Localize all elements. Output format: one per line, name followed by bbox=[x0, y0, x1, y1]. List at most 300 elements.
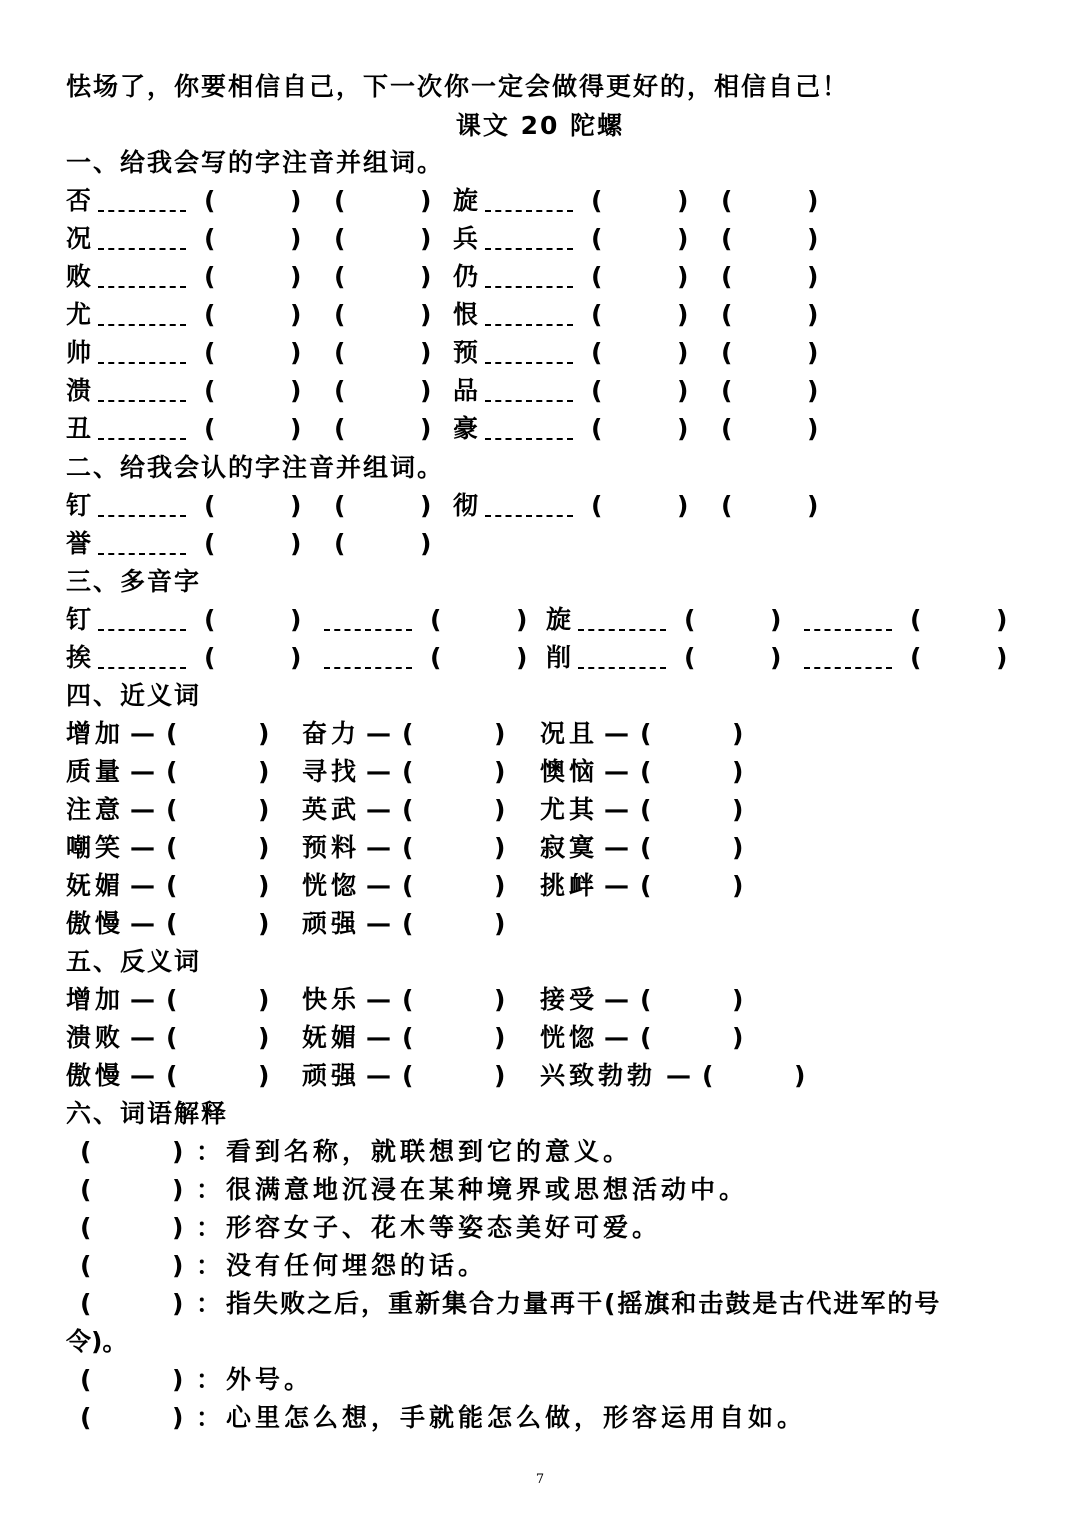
s4-answer-3-0-open: ( bbox=[166, 833, 178, 862]
s1-right-word1-4-blank[interactable] bbox=[605, 338, 677, 368]
s5-answer-2-0-close: ) bbox=[258, 1061, 270, 1090]
s4-word-3-0: 嘲笑 bbox=[66, 833, 125, 862]
s4-answer-0-2-close: ) bbox=[732, 719, 744, 748]
s5-word-2-1: 顽强 bbox=[302, 1061, 361, 1090]
s4-word-0-1: 奋力 bbox=[302, 719, 361, 748]
s4-answer-3-2-blank[interactable] bbox=[654, 833, 732, 863]
s4-dash-0-2: — bbox=[604, 719, 629, 748]
s3-left-word-b-1-close: ) bbox=[516, 643, 528, 672]
s4-answer-4-2-blank[interactable] bbox=[654, 871, 732, 901]
s5-answer-1-1-open: ( bbox=[402, 1023, 414, 1052]
s1-left-word1-4-open: ( bbox=[204, 338, 216, 367]
s1-right-word1-6-open: ( bbox=[591, 414, 603, 443]
s5-answer-1-1-close: ) bbox=[494, 1023, 506, 1052]
s4-word-0-0: 增加 bbox=[66, 719, 125, 748]
s1-left-word2-1-blank[interactable] bbox=[348, 224, 420, 254]
s4-answer-4-2-close: ) bbox=[732, 871, 744, 900]
s1-left-word2-2-open: ( bbox=[334, 262, 346, 291]
s1-left-pinyin-blank-1[interactable] bbox=[98, 248, 186, 250]
s3-right-pinyin-blank-b-0[interactable] bbox=[804, 629, 892, 631]
s1-left-word2-1-close: ) bbox=[420, 224, 432, 253]
s4-answer-0-0-open: ( bbox=[166, 719, 178, 748]
s1-right-word2-4-close: ) bbox=[807, 338, 819, 367]
s4-answer-1-0-open: ( bbox=[166, 757, 178, 786]
s4-answer-3-0-close: ) bbox=[258, 833, 270, 862]
s6-definition-continuation: 令)。 bbox=[66, 1327, 128, 1356]
s4-answer-5-0-close: ) bbox=[258, 909, 270, 938]
s6-definition-4: 指失败之后，重新集合力量再干(摇旗和击鼓是古代进军的号 bbox=[226, 1289, 942, 1318]
s1-left-word2-6-open: ( bbox=[334, 414, 346, 443]
s2-left-pinyin-blank-1[interactable] bbox=[98, 553, 186, 555]
s4-word-3-1: 预料 bbox=[302, 833, 361, 862]
s1-right-char-5: 品 bbox=[453, 376, 479, 405]
s1-right-word2-6-blank[interactable] bbox=[735, 414, 807, 444]
s1-left-word1-3-open: ( bbox=[204, 300, 216, 329]
s3-left-word-a-0-open: ( bbox=[204, 605, 216, 634]
s1-left-word1-0-close: ) bbox=[290, 186, 302, 215]
s4-word-2-0: 注意 bbox=[66, 795, 125, 824]
s4-word-4-1: 恍惚 bbox=[302, 871, 361, 900]
s3-right-word-a-1-blank[interactable] bbox=[698, 643, 770, 673]
s1-right-word1-0-blank[interactable] bbox=[605, 186, 677, 216]
s1-right-word2-4-open: ( bbox=[721, 338, 733, 367]
s2-left-word2-0-open: ( bbox=[334, 491, 346, 520]
s1-left-word2-6-blank[interactable] bbox=[348, 414, 420, 444]
s5-answer-1-0-blank[interactable] bbox=[180, 1023, 258, 1053]
s4-answer-4-1-blank[interactable] bbox=[416, 871, 494, 901]
s1-left-pinyin-blank-0[interactable] bbox=[98, 210, 186, 212]
s4-answer-2-2-blank[interactable] bbox=[654, 795, 732, 825]
s5-word-1-0: 溃败 bbox=[66, 1023, 125, 1052]
s5-word-1-1: 妩媚 bbox=[302, 1023, 361, 1052]
s1-left-word2-5-blank[interactable] bbox=[348, 376, 420, 406]
s6-term-3-blank[interactable] bbox=[94, 1251, 172, 1281]
s4-answer-1-2-open: ( bbox=[640, 757, 652, 786]
s4-dash-2-0: — bbox=[130, 795, 155, 824]
s6-term-3-close: ) bbox=[172, 1251, 184, 1280]
s4-dash-2-1: — bbox=[366, 795, 391, 824]
s6-definition-2: 形容女子、花木等姿态美好可爱。 bbox=[226, 1213, 662, 1242]
s1-left-word2-6-close: ) bbox=[420, 414, 432, 443]
s3-left-pinyin-blank-b-1[interactable] bbox=[324, 667, 412, 669]
s3-right-word-b-1-close: ) bbox=[996, 643, 1008, 672]
lesson-title: 课文 20 陀螺 bbox=[455, 111, 625, 140]
s4-answer-0-1-blank[interactable] bbox=[416, 719, 494, 749]
s4-answer-5-1-close: ) bbox=[494, 909, 506, 938]
s6-colon-2: ： bbox=[196, 1213, 222, 1242]
s1-left-pinyin-blank-2[interactable] bbox=[98, 286, 186, 288]
s1-left-word1-1-close: ) bbox=[290, 224, 302, 253]
s1-left-word2-4-blank[interactable] bbox=[348, 338, 420, 368]
s5-answer-2-0-blank[interactable] bbox=[180, 1061, 258, 1091]
s5-answer-2-2-blank[interactable] bbox=[716, 1061, 794, 1091]
s1-right-word2-3-blank[interactable] bbox=[735, 300, 807, 330]
s4-answer-5-1-open: ( bbox=[402, 909, 414, 938]
s1-right-word2-2-open: ( bbox=[721, 262, 733, 291]
s1-right-char-0: 旋 bbox=[453, 186, 479, 215]
s1-left-word2-0-open: ( bbox=[334, 186, 346, 215]
s2-right-word1-0-blank[interactable] bbox=[605, 491, 677, 521]
s4-answer-4-0-open: ( bbox=[166, 871, 178, 900]
s4-dash-1-2: — bbox=[604, 757, 629, 786]
s5-answer-2-1-blank[interactable] bbox=[416, 1061, 494, 1091]
s1-right-word1-2-open: ( bbox=[591, 262, 603, 291]
s1-left-pinyin-blank-3[interactable] bbox=[98, 324, 186, 326]
s5-answer-2-2-open: ( bbox=[702, 1061, 714, 1090]
s1-right-pinyin-blank-1[interactable] bbox=[485, 248, 573, 250]
s4-answer-4-1-close: ) bbox=[494, 871, 506, 900]
s3-right-pinyin-blank-a-0[interactable] bbox=[578, 629, 666, 631]
s4-answer-3-1-blank[interactable] bbox=[416, 833, 494, 863]
s3-right-word-b-0-open: ( bbox=[910, 605, 922, 634]
s4-answer-3-2-close: ) bbox=[732, 833, 744, 862]
s4-dash-0-0: — bbox=[130, 719, 155, 748]
s1-left-word1-4-blank[interactable] bbox=[218, 338, 290, 368]
s1-left-word2-0-close: ) bbox=[420, 186, 432, 215]
s5-dash-2-0: — bbox=[130, 1061, 155, 1090]
s6-term-2-blank[interactable] bbox=[94, 1213, 172, 1243]
s4-dash-0-1: — bbox=[366, 719, 391, 748]
s4-word-1-0: 质量 bbox=[66, 757, 125, 786]
s1-left-word1-2-blank[interactable] bbox=[218, 262, 290, 292]
s1-right-word1-1-blank[interactable] bbox=[605, 224, 677, 254]
s1-right-char-2: 仍 bbox=[453, 262, 479, 291]
s1-right-word2-1-blank[interactable] bbox=[735, 224, 807, 254]
s1-right-word1-0-open: ( bbox=[591, 186, 603, 215]
s5-answer-0-0-open: ( bbox=[166, 985, 178, 1014]
s1-left-char-1: 况 bbox=[66, 224, 92, 253]
s6-colon-4: ： bbox=[196, 1289, 222, 1318]
s1-right-pinyin-blank-6[interactable] bbox=[485, 438, 573, 440]
s4-word-3-2: 寂寞 bbox=[540, 833, 599, 862]
s5-answer-1-2-open: ( bbox=[640, 1023, 652, 1052]
s5-answer-2-1-open: ( bbox=[402, 1061, 414, 1090]
s1-right-word2-1-open: ( bbox=[721, 224, 733, 253]
s4-answer-0-2-open: ( bbox=[640, 719, 652, 748]
s1-left-pinyin-blank-4[interactable] bbox=[98, 362, 186, 364]
s3-right-pinyin-blank-a-1[interactable] bbox=[578, 667, 666, 669]
s1-left-word1-3-blank[interactable] bbox=[218, 300, 290, 330]
s1-left-word1-6-blank[interactable] bbox=[218, 414, 290, 444]
s4-dash-3-0: — bbox=[130, 833, 155, 862]
s3-right-word-a-1-close: ) bbox=[770, 643, 782, 672]
s2-left-word2-1-blank[interactable] bbox=[348, 529, 420, 559]
s4-dash-3-2: — bbox=[604, 833, 629, 862]
s4-word-4-0: 妩媚 bbox=[66, 871, 125, 900]
s2-left-pinyin-blank-0[interactable] bbox=[98, 515, 186, 517]
s5-answer-2-1-close: ) bbox=[494, 1061, 506, 1090]
s5-answer-0-0-blank[interactable] bbox=[180, 985, 258, 1015]
s4-answer-2-0-open: ( bbox=[166, 795, 178, 824]
s1-left-word1-6-open: ( bbox=[204, 414, 216, 443]
s1-right-word2-5-blank[interactable] bbox=[735, 376, 807, 406]
s6-term-4-blank[interactable] bbox=[94, 1289, 172, 1319]
s1-right-word2-5-open: ( bbox=[721, 376, 733, 405]
s4-answer-1-1-open: ( bbox=[402, 757, 414, 786]
s2-right-word2-0-blank[interactable] bbox=[735, 491, 807, 521]
s4-dash-5-1: — bbox=[366, 909, 391, 938]
s3-right-pinyin-blank-b-1[interactable] bbox=[804, 667, 892, 669]
s1-right-word1-6-blank[interactable] bbox=[605, 414, 677, 444]
s1-right-word2-6-close: ) bbox=[807, 414, 819, 443]
s1-right-word2-0-open: ( bbox=[721, 186, 733, 215]
s1-right-word2-3-close: ) bbox=[807, 300, 819, 329]
s3-left-pinyin-blank-b-0[interactable] bbox=[324, 629, 412, 631]
s1-left-word1-1-open: ( bbox=[204, 224, 216, 253]
s2-right-word2-0-close: ) bbox=[807, 491, 819, 520]
s1-right-pinyin-blank-4[interactable] bbox=[485, 362, 573, 364]
s6-term-2-close: ) bbox=[172, 1213, 184, 1242]
s1-left-word1-5-blank[interactable] bbox=[218, 376, 290, 406]
s4-word-0-2: 况且 bbox=[540, 719, 599, 748]
s6-term-6-close: ) bbox=[172, 1403, 184, 1432]
s1-left-word2-2-blank[interactable] bbox=[348, 262, 420, 292]
s4-answer-5-0-open: ( bbox=[166, 909, 178, 938]
s5-answer-1-2-blank[interactable] bbox=[654, 1023, 732, 1053]
s3-right-word-b-1-blank[interactable] bbox=[924, 643, 996, 673]
s1-left-word1-5-open: ( bbox=[204, 376, 216, 405]
s2-right-word2-0-open: ( bbox=[721, 491, 733, 520]
s4-word-1-1: 寻找 bbox=[302, 757, 361, 786]
s4-answer-4-0-blank[interactable] bbox=[180, 871, 258, 901]
s1-left-word1-2-open: ( bbox=[204, 262, 216, 291]
s5-dash-1-1: — bbox=[366, 1023, 391, 1052]
s2-left-word1-0-open: ( bbox=[204, 491, 216, 520]
s4-word-5-0: 傲慢 bbox=[66, 909, 125, 938]
s4-answer-0-2-blank[interactable] bbox=[654, 719, 732, 749]
s1-right-pinyin-blank-2[interactable] bbox=[485, 286, 573, 288]
s1-right-pinyin-blank-3[interactable] bbox=[485, 324, 573, 326]
s3-right-word-a-0-blank[interactable] bbox=[698, 605, 770, 635]
s1-right-word1-5-close: ) bbox=[677, 376, 689, 405]
s1-right-word1-3-open: ( bbox=[591, 300, 603, 329]
s2-left-word2-1-open: ( bbox=[334, 529, 346, 558]
s1-left-word2-2-close: ) bbox=[420, 262, 432, 291]
s3-left-word-b-1-blank[interactable] bbox=[444, 643, 516, 673]
s1-right-word2-2-blank[interactable] bbox=[735, 262, 807, 292]
s2-left-word1-0-blank[interactable] bbox=[218, 491, 290, 521]
s6-term-5-blank[interactable] bbox=[94, 1365, 172, 1395]
s4-answer-2-1-close: ) bbox=[494, 795, 506, 824]
s1-right-word2-2-close: ) bbox=[807, 262, 819, 291]
s4-answer-4-0-close: ) bbox=[258, 871, 270, 900]
s3-right-word-b-0-blank[interactable] bbox=[924, 605, 996, 635]
s3-right-word-b-1-open: ( bbox=[910, 643, 922, 672]
s4-answer-2-0-close: ) bbox=[258, 795, 270, 824]
s1-left-word2-1-open: ( bbox=[334, 224, 346, 253]
s1-right-word2-5-close: ) bbox=[807, 376, 819, 405]
s5-word-0-1: 快乐 bbox=[302, 985, 361, 1014]
section-3-heading: 三、多音字 bbox=[66, 567, 202, 596]
s1-right-word1-4-close: ) bbox=[677, 338, 689, 367]
s6-term-3-open: ( bbox=[80, 1251, 92, 1280]
s3-left-word-a-0-blank[interactable] bbox=[218, 605, 290, 635]
s5-word-2-2: 兴致勃勃 bbox=[540, 1061, 657, 1090]
s3-right-char-1: 削 bbox=[546, 643, 572, 672]
s5-dash-1-2: — bbox=[604, 1023, 629, 1052]
s5-dash-2-1: — bbox=[366, 1061, 391, 1090]
section-4-heading: 四、近义词 bbox=[66, 681, 202, 710]
s4-answer-5-1-blank[interactable] bbox=[416, 909, 494, 939]
s1-left-word1-2-close: ) bbox=[290, 262, 302, 291]
s1-left-pinyin-blank-6[interactable] bbox=[98, 438, 186, 440]
s4-answer-1-2-blank[interactable] bbox=[654, 757, 732, 787]
s1-left-word2-3-blank[interactable] bbox=[348, 300, 420, 330]
s4-answer-5-0-blank[interactable] bbox=[180, 909, 258, 939]
s5-answer-0-1-blank[interactable] bbox=[416, 985, 494, 1015]
s1-left-char-0: 否 bbox=[66, 186, 92, 215]
s6-term-6-open: ( bbox=[80, 1403, 92, 1432]
s2-left-word2-1-close: ) bbox=[420, 529, 432, 558]
s1-right-word2-0-blank[interactable] bbox=[735, 186, 807, 216]
s6-term-0-blank[interactable] bbox=[94, 1137, 172, 1167]
s6-term-4-close: ) bbox=[172, 1289, 184, 1318]
s1-right-char-4: 预 bbox=[453, 338, 479, 367]
s1-left-word1-1-blank[interactable] bbox=[218, 224, 290, 254]
s6-definition-5: 外号。 bbox=[226, 1365, 314, 1394]
s1-right-pinyin-blank-5[interactable] bbox=[485, 400, 573, 402]
s4-word-4-2: 挑衅 bbox=[540, 871, 599, 900]
s4-word-5-1: 顽强 bbox=[302, 909, 361, 938]
s1-left-word1-5-close: ) bbox=[290, 376, 302, 405]
s5-answer-0-2-blank[interactable] bbox=[654, 985, 732, 1015]
s5-answer-0-0-close: ) bbox=[258, 985, 270, 1014]
s1-right-word2-4-blank[interactable] bbox=[735, 338, 807, 368]
intro-line: 怯场了，你要相信自己，下一次你一定会做得更好的，相信自己！ bbox=[66, 72, 850, 101]
s1-right-char-3: 恨 bbox=[453, 300, 479, 329]
s5-dash-0-0: — bbox=[130, 985, 155, 1014]
s4-answer-4-1-open: ( bbox=[402, 871, 414, 900]
s4-dash-4-2: — bbox=[604, 871, 629, 900]
s4-dash-3-1: — bbox=[366, 833, 391, 862]
s4-answer-2-1-blank[interactable] bbox=[416, 795, 494, 825]
s5-answer-1-0-close: ) bbox=[258, 1023, 270, 1052]
s6-definition-1: 很满意地沉浸在某种境界或思想活动中。 bbox=[226, 1175, 749, 1204]
s6-colon-0: ： bbox=[196, 1137, 222, 1166]
s5-answer-2-2-close: ) bbox=[794, 1061, 806, 1090]
section-2-heading: 二、给我会认的字注音并组词。 bbox=[66, 453, 445, 482]
s1-left-word1-6-close: ) bbox=[290, 414, 302, 443]
s1-right-word2-1-close: ) bbox=[807, 224, 819, 253]
s3-left-word-b-0-blank[interactable] bbox=[444, 605, 516, 635]
s1-left-char-2: 败 bbox=[66, 262, 92, 291]
s1-right-word1-0-close: ) bbox=[677, 186, 689, 215]
s3-left-word-b-1-open: ( bbox=[430, 643, 442, 672]
s6-colon-1: ： bbox=[196, 1175, 222, 1204]
s6-term-1-close: ) bbox=[172, 1175, 184, 1204]
s5-word-0-2: 接受 bbox=[540, 985, 599, 1014]
s5-word-0-0: 增加 bbox=[66, 985, 125, 1014]
s5-answer-0-1-close: ) bbox=[494, 985, 506, 1014]
s3-right-word-a-0-open: ( bbox=[684, 605, 696, 634]
s4-answer-1-1-blank[interactable] bbox=[416, 757, 494, 787]
s1-right-word1-2-close: ) bbox=[677, 262, 689, 291]
s1-right-word1-1-close: ) bbox=[677, 224, 689, 253]
s2-left-word2-0-blank[interactable] bbox=[348, 491, 420, 521]
s5-answer-1-0-open: ( bbox=[166, 1023, 178, 1052]
s5-answer-1-2-close: ) bbox=[732, 1023, 744, 1052]
s6-term-0-close: ) bbox=[172, 1137, 184, 1166]
s4-answer-4-2-open: ( bbox=[640, 871, 652, 900]
s1-left-word2-3-open: ( bbox=[334, 300, 346, 329]
s4-answer-2-2-close: ) bbox=[732, 795, 744, 824]
s3-left-word-b-0-close: ) bbox=[516, 605, 528, 634]
s1-right-char-1: 兵 bbox=[453, 224, 479, 253]
s3-left-word-a-1-open: ( bbox=[204, 643, 216, 672]
s4-answer-3-2-open: ( bbox=[640, 833, 652, 862]
s5-word-2-0: 傲慢 bbox=[66, 1061, 125, 1090]
s3-left-pinyin-blank-a-1[interactable] bbox=[98, 667, 186, 669]
s1-right-word1-5-open: ( bbox=[591, 376, 603, 405]
s1-left-word1-0-blank[interactable] bbox=[218, 186, 290, 216]
s2-right-word1-0-open: ( bbox=[591, 491, 603, 520]
s4-answer-1-1-close: ) bbox=[494, 757, 506, 786]
s2-right-pinyin-blank-0[interactable] bbox=[485, 515, 573, 517]
s5-dash-0-2: — bbox=[604, 985, 629, 1014]
s6-term-0-open: ( bbox=[80, 1137, 92, 1166]
s6-term-1-blank[interactable] bbox=[94, 1175, 172, 1205]
s1-right-word2-3-open: ( bbox=[721, 300, 733, 329]
s4-answer-0-1-close: ) bbox=[494, 719, 506, 748]
s4-answer-1-0-close: ) bbox=[258, 757, 270, 786]
s6-colon-3: ： bbox=[196, 1251, 222, 1280]
s1-right-word1-5-blank[interactable] bbox=[605, 376, 677, 406]
s3-left-word-a-1-blank[interactable] bbox=[218, 643, 290, 673]
s6-term-6-blank[interactable] bbox=[94, 1403, 172, 1433]
s3-left-pinyin-blank-a-0[interactable] bbox=[98, 629, 186, 631]
s2-left-char-1: 誉 bbox=[66, 529, 92, 558]
s1-left-char-5: 溃 bbox=[66, 376, 92, 405]
s4-dash-5-0: — bbox=[130, 909, 155, 938]
s2-left-word1-1-open: ( bbox=[204, 529, 216, 558]
s1-right-word1-2-blank[interactable] bbox=[605, 262, 677, 292]
s1-right-char-6: 豪 bbox=[453, 414, 479, 443]
page-number: 7 bbox=[535, 1472, 545, 1487]
s4-word-1-2: 懊恼 bbox=[540, 757, 599, 786]
s5-answer-0-1-open: ( bbox=[402, 985, 414, 1014]
s4-answer-0-0-close: ) bbox=[258, 719, 270, 748]
s3-left-char-1: 挨 bbox=[66, 643, 92, 672]
s4-word-2-2: 尤其 bbox=[540, 795, 599, 824]
s6-term-1-open: ( bbox=[80, 1175, 92, 1204]
s1-right-word1-3-blank[interactable] bbox=[605, 300, 677, 330]
section-1-heading: 一、给我会写的字注音并组词。 bbox=[66, 148, 445, 177]
s4-answer-2-0-blank[interactable] bbox=[180, 795, 258, 825]
s4-answer-1-0-blank[interactable] bbox=[180, 757, 258, 787]
s4-dash-1-1: — bbox=[366, 757, 391, 786]
s5-answer-1-1-blank[interactable] bbox=[416, 1023, 494, 1053]
s2-left-word1-1-blank[interactable] bbox=[218, 529, 290, 559]
s1-right-pinyin-blank-0[interactable] bbox=[485, 210, 573, 212]
s4-answer-3-0-blank[interactable] bbox=[180, 833, 258, 863]
s1-left-word1-0-open: ( bbox=[204, 186, 216, 215]
s5-dash-1-0: — bbox=[130, 1023, 155, 1052]
s2-left-char-0: 钉 bbox=[66, 491, 92, 520]
s3-right-word-a-0-close: ) bbox=[770, 605, 782, 634]
s4-answer-3-1-close: ) bbox=[494, 833, 506, 862]
s4-answer-3-1-open: ( bbox=[402, 833, 414, 862]
s1-right-word2-0-close: ) bbox=[807, 186, 819, 215]
s1-left-pinyin-blank-5[interactable] bbox=[98, 400, 186, 402]
s1-left-word2-0-blank[interactable] bbox=[348, 186, 420, 216]
s5-dash-2-2: — bbox=[666, 1061, 691, 1090]
s5-answer-0-2-close: ) bbox=[732, 985, 744, 1014]
s6-definition-3: 没有任何埋怨的话。 bbox=[226, 1251, 488, 1280]
s1-right-word1-4-open: ( bbox=[591, 338, 603, 367]
s6-definition-0: 看到名称，就联想到它的意义。 bbox=[226, 1137, 633, 1166]
s3-right-word-b-0-close: ) bbox=[996, 605, 1008, 634]
s4-answer-0-0-blank[interactable] bbox=[180, 719, 258, 749]
